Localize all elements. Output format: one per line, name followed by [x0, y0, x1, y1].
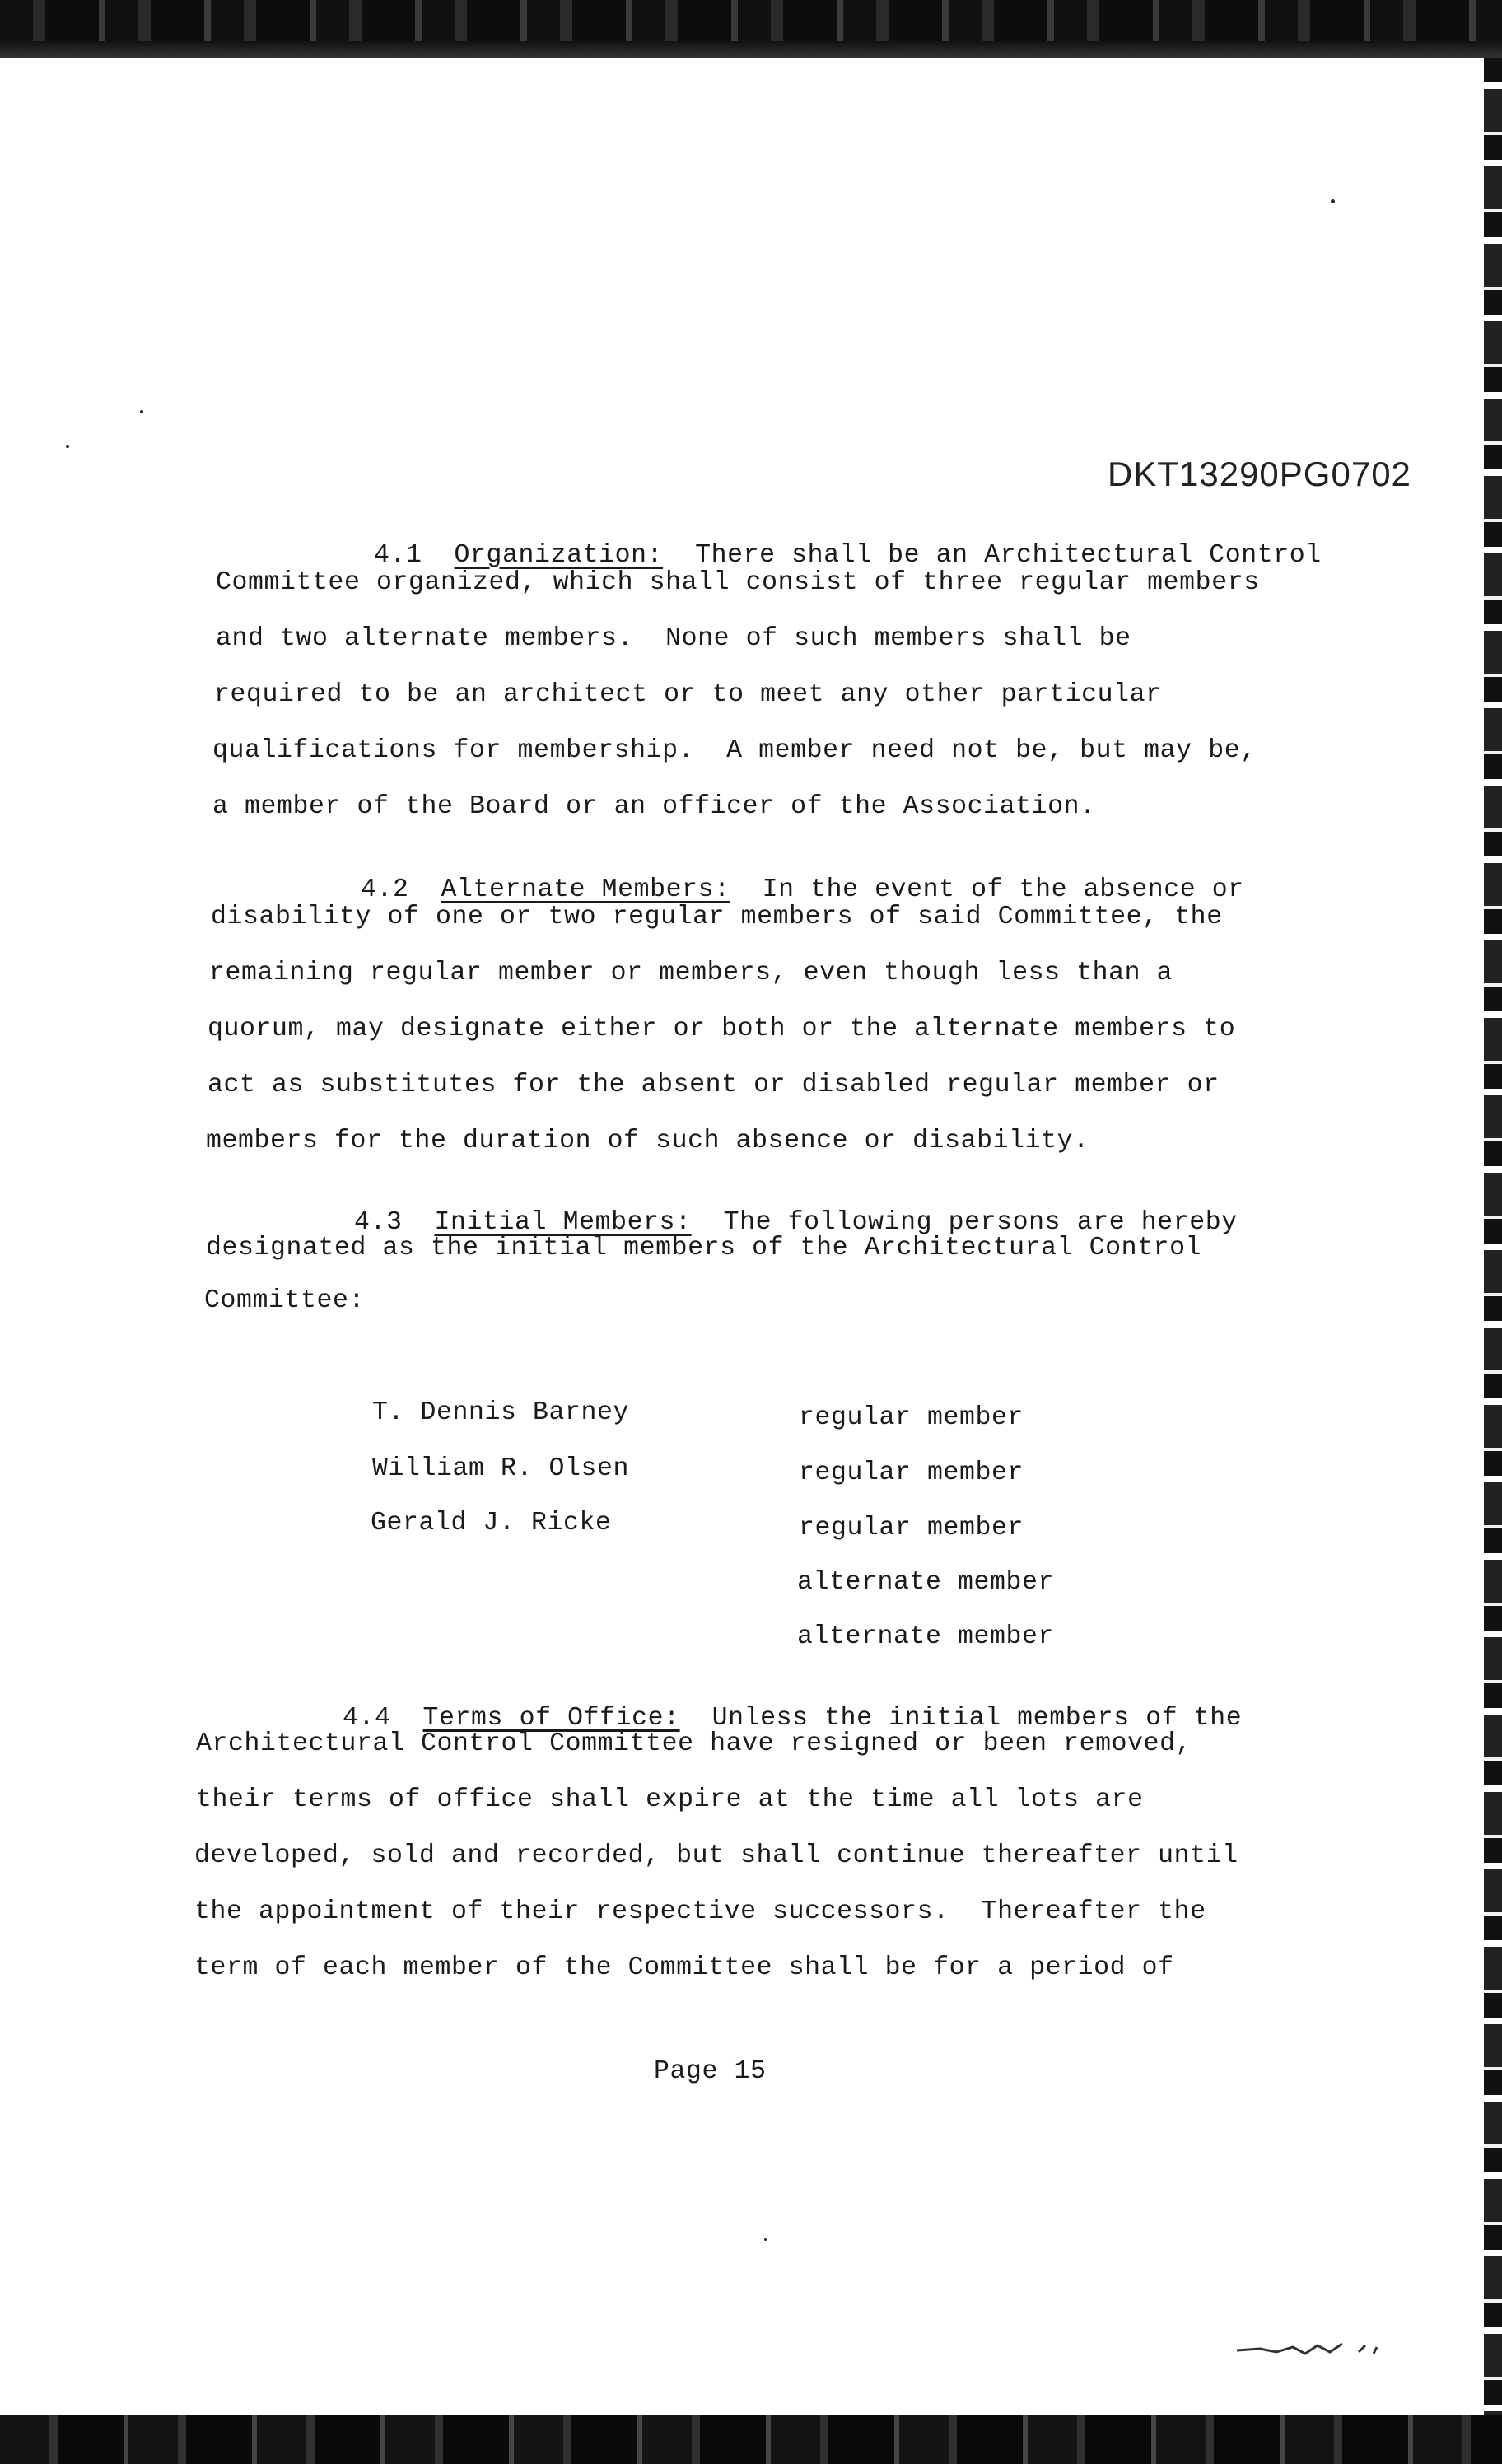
- section-number: 4.2: [361, 875, 409, 904]
- section-text-line: required to be an architect or to meet any other particular: [214, 680, 1162, 709]
- member-name: T. Dennis Barney: [372, 1398, 630, 1427]
- section-text-line: developed, sold and recorded, but shall continue thereafter until: [194, 1841, 1238, 1870]
- section-text-line: act as substitutes for the absent or disabled regular member or: [208, 1071, 1220, 1099]
- section-text-line: The following persons are hereby: [723, 1208, 1238, 1237]
- section-text-line: Committee:: [204, 1286, 366, 1315]
- section-text-line: disability of one or two regular members of said Committee, the: [211, 903, 1223, 931]
- section-text-line: In the event of the absence or: [762, 875, 1244, 904]
- section-text-line: a member of the Board or an officer of the Association.: [212, 792, 1096, 821]
- section-text-line: qualifications for membership. A member need not be, but may be,: [212, 736, 1257, 765]
- member-role: regular member: [799, 1458, 1024, 1487]
- section-text-line: quorum, may designate either or both or the alternate members to: [208, 1015, 1236, 1043]
- section-text-line: their terms of office shall expire at the time all lots are: [196, 1785, 1144, 1814]
- section-text-line: Committee organized, which shall consist of three regular members: [216, 568, 1260, 597]
- section-heading: Organization:: [454, 541, 664, 570]
- page-number: Page 15: [654, 2057, 767, 2086]
- section-text-line: term of each member of the Committee shall be for a period of: [194, 1953, 1174, 1982]
- scan-top-border: [0, 0, 1502, 58]
- document-reference-number: DKT13290PG0702: [1108, 455, 1411, 493]
- section-text-line: Architectural Control Committee have resigned or been removed,: [196, 1729, 1192, 1758]
- section-number: 4.1: [374, 541, 422, 570]
- section-text-line: Unless the initial members of the: [711, 1704, 1243, 1733]
- scan-speck: [140, 410, 143, 413]
- section-heading: Terms of Office:: [422, 1704, 680, 1733]
- member-name: Gerald J. Ricke: [371, 1509, 612, 1538]
- section-text-line: remaining regular member or members, even though less than a: [209, 959, 1173, 987]
- member-role: regular member: [799, 1514, 1024, 1542]
- section-text-line: the appointment of their respective successors. Thereafter the: [194, 1897, 1206, 1926]
- scan-bottom-border: [0, 2415, 1502, 2464]
- section-heading: Initial Members:: [434, 1208, 692, 1237]
- section-text-line: members for the duration of such absence or disability.: [206, 1127, 1089, 1155]
- section-number: 4.3: [354, 1208, 403, 1237]
- scan-speck: [1331, 199, 1335, 203]
- section-heading: Alternate Members:: [441, 875, 730, 904]
- scan-speck: [66, 445, 69, 448]
- scan-mark: [1235, 2336, 1400, 2360]
- section-text-line: designated as the initial members of the Architectural Control: [206, 1234, 1202, 1262]
- member-role: alternate member: [797, 1568, 1055, 1597]
- member-name: William R. Olsen: [372, 1454, 630, 1483]
- scan-speck: [764, 2238, 767, 2241]
- member-role: alternate member: [797, 1622, 1055, 1651]
- section-text-line: There shall be an Architectural Control: [695, 541, 1322, 570]
- section-text-line: and two alternate members. None of such members shall be: [216, 624, 1131, 653]
- section-number: 4.4: [343, 1704, 391, 1733]
- member-role: regular member: [799, 1403, 1024, 1432]
- scan-right-border: [1484, 58, 1502, 2415]
